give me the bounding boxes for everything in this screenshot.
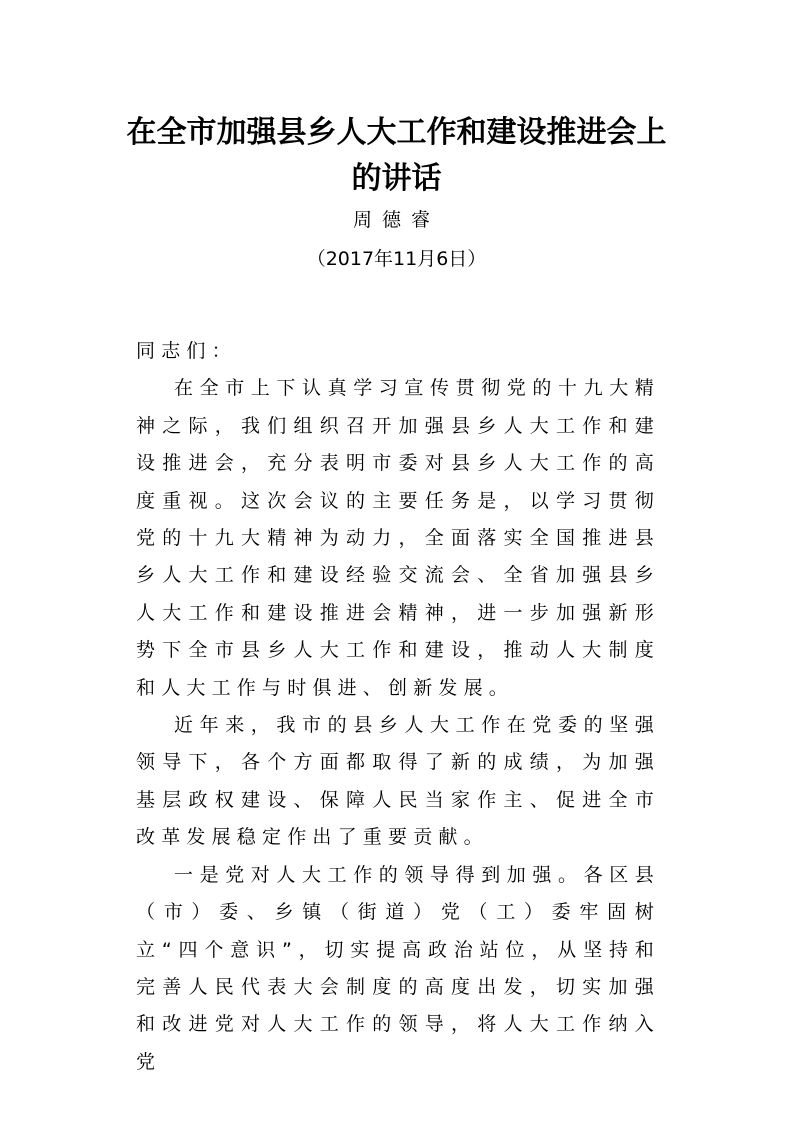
document-title: 在全市加强县乡人大工作和建设推进会上的讲话	[126, 115, 667, 196]
paragraph: 近年来，我市的县乡人大工作在党委的坚强领导下，各个方面都取得了新的成绩，为加强基层政权建设、保障人民当家作主、促进全市改革发展稳定作出了重要贡献。	[136, 714, 660, 849]
author-name: 周德睿	[352, 209, 440, 231]
paragraph: 一是党对人大工作的领导得到加强。各区县（市）委、乡镇（街道）党（工）委牢固树立“四个意识”，切实提高政治站位，从坚持和完善人民代表大会制度的高度出发，切实加强和改进党对人大工作的领导，将人大工作纳入党	[136, 863, 660, 1073]
paragraph: 在全市上下认真学习宣传贯彻党的十九大精神之际，我们组织召开加强县乡人大工作和建设推进会，充分表明市委对县乡人大工作的高度重视。这次会议的主要任务是，以学习贯彻党的十九大精神为动力，全面落实全国推进县乡人大工作和建设经验交流会、全省加强县乡人大工作和建设推进会精神，进一步加强新形势下全市县乡人大工作和建设，推动人大制度和人大工作与时俱进、创新发展。	[136, 377, 660, 699]
salutation: 同志们：	[136, 340, 237, 362]
document-body	[136, 333, 660, 1081]
speech-date: （2017年11月6日）	[306, 248, 487, 270]
